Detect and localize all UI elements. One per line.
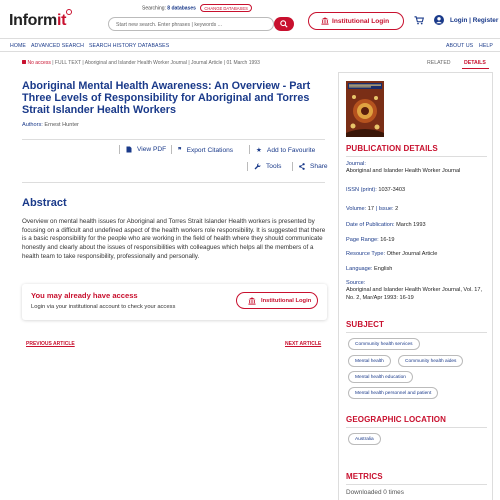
- change-databases-button[interactable]: CHANGE DATABASES: [200, 4, 252, 12]
- details-panel: [338, 72, 493, 500]
- institutional-login-button[interactable]: Institutional Login: [308, 12, 404, 30]
- detail-date: Date of Publication: March 1993: [346, 222, 426, 228]
- star-icon: ★: [256, 147, 262, 154]
- user-icon[interactable]: [434, 15, 444, 25]
- divider: [346, 427, 487, 428]
- subject-chip[interactable]: Community health services: [348, 338, 420, 350]
- breadcrumb: [22, 60, 322, 67]
- login-register-link[interactable]: Login | Register: [450, 17, 499, 24]
- main-nav: [0, 38, 500, 52]
- divider: [346, 332, 487, 333]
- search-input[interactable]: Start new search. Enter phrases | keywords ...: [108, 17, 274, 31]
- geographic-location-heading: GEOGRAPHIC LOCATION: [346, 415, 446, 424]
- metrics-heading: METRICS: [346, 472, 383, 481]
- search-icon: [280, 20, 288, 28]
- subject-heading: SUBJECT: [346, 320, 385, 329]
- divider: [22, 182, 325, 183]
- divider: [346, 484, 487, 485]
- tools-button[interactable]: Tools: [254, 163, 281, 170]
- geo-chip[interactable]: Australia: [348, 433, 381, 445]
- abstract-heading: Abstract: [22, 197, 67, 209]
- divider: [292, 162, 293, 171]
- access-card-subtitle: Login via your institutional account to check your access: [31, 304, 176, 310]
- journal-cover-image[interactable]: [346, 81, 384, 137]
- quote-icon: ❞: [178, 147, 182, 154]
- detail-volume-issue: Volume: 17 | Issue: 2: [346, 206, 399, 212]
- share-button[interactable]: Share: [299, 163, 328, 170]
- database-count[interactable]: 8 databases: [167, 5, 196, 12]
- publication-details-heading: PUBLICATION DETAILS: [346, 144, 438, 153]
- bank-icon: [321, 17, 329, 25]
- active-tab-indicator: [462, 68, 489, 69]
- download-count: Downloaded 0 times: [346, 489, 404, 496]
- sidebar-tabs: [338, 58, 493, 70]
- nav-home[interactable]: HOME: [10, 43, 26, 49]
- divider: [249, 145, 250, 154]
- bank-icon: [248, 297, 256, 305]
- nav-databases[interactable]: DATABASES: [138, 43, 170, 49]
- search-button[interactable]: [274, 17, 294, 31]
- cart-icon[interactable]: [414, 16, 424, 25]
- wrench-icon: [254, 163, 261, 170]
- previous-article-link[interactable]: PREVIOUS ARTICLE: [26, 341, 75, 347]
- site-header: [0, 0, 500, 38]
- searching-databases: Searching: 8 databases CHANGE DATABASES: [142, 4, 252, 12]
- nav-advanced-search[interactable]: ADVANCED SEARCH: [31, 43, 84, 49]
- divider: [346, 156, 487, 157]
- next-article-link[interactable]: NEXT ARTICLE: [285, 341, 322, 347]
- abstract-text: Overview on mental health issues for Aboriginal and Torres Strait Islander Health workers is presented by focusing on a difficult and undefined aspect of the health workers role responsibility. It is suggested that there is a basic responsibility for the people who are working in the field of health where they should communicate honestly and clearly about the issues of responsibilities with colleagues which helps all the members of a health team to take responsibility, professionally and personally.: [22, 218, 326, 260]
- subject-chip[interactable]: Mental health personnel and patient: [348, 387, 438, 399]
- informit-logo[interactable]: Informit: [9, 12, 66, 30]
- detail-language: Language: English: [346, 266, 393, 272]
- detail-resource-type: Resource Type: Other Journal Article: [346, 251, 438, 257]
- detail-journal: Journal: Aboriginal and Islander Health Worker Journal: [346, 161, 461, 175]
- lock-icon: [22, 60, 26, 64]
- nav-help[interactable]: HELP: [479, 43, 493, 49]
- divider: [247, 162, 248, 171]
- logo-dot-icon: [66, 9, 72, 15]
- access-card-title: You may already have access: [31, 291, 138, 300]
- divider: [22, 139, 325, 140]
- subject-chip[interactable]: Mental health: [348, 355, 391, 367]
- nav-about-us[interactable]: ABOUT US: [446, 43, 474, 49]
- nav-search-history[interactable]: SEARCH HISTORY: [89, 43, 137, 49]
- article-title: Aboriginal Mental Health Awareness: An Overview - Part Three Levels of Responsibility for Aboriginal and Torres Strait Islander Health Workers: [22, 80, 311, 116]
- access-card: [22, 284, 327, 320]
- export-citations-button[interactable]: ❞ Export Citations: [178, 146, 234, 154]
- detail-issn: ISSN (print): 1037-3403: [346, 187, 406, 193]
- divider: [171, 145, 172, 154]
- tab-details[interactable]: DETAILS: [464, 60, 486, 66]
- share-icon: [299, 163, 305, 170]
- add-to-favourite-button[interactable]: ★ Add to Favourite: [256, 146, 316, 154]
- author-name[interactable]: Ernest Hunter: [44, 122, 79, 128]
- breadcrumb-trail[interactable]: | FULL TEXT | Aboriginal and Islander Health Worker Journal | Journal Article | 01 March 1993: [52, 60, 260, 66]
- access-institutional-login-button[interactable]: Institutional Login: [236, 292, 318, 309]
- divider: [119, 145, 120, 154]
- detail-source: Source: Aboriginal and Islander Health Worker Journal, Vol. 17, No. 2, Mar/Apr 1993: 16-19: [346, 280, 483, 301]
- tab-related[interactable]: RELATED: [427, 60, 451, 66]
- view-pdf-button[interactable]: View PDF: [126, 146, 166, 153]
- cover-art: [346, 81, 384, 137]
- subject-chip[interactable]: Community health aides: [398, 355, 463, 367]
- subject-chip[interactable]: Mental health education: [348, 371, 413, 383]
- authors: Authors: Ernest Hunter: [22, 122, 79, 128]
- pdf-icon: [126, 146, 132, 153]
- access-status: No access: [27, 60, 51, 66]
- detail-page-range: Page Range: 16-19: [346, 237, 395, 243]
